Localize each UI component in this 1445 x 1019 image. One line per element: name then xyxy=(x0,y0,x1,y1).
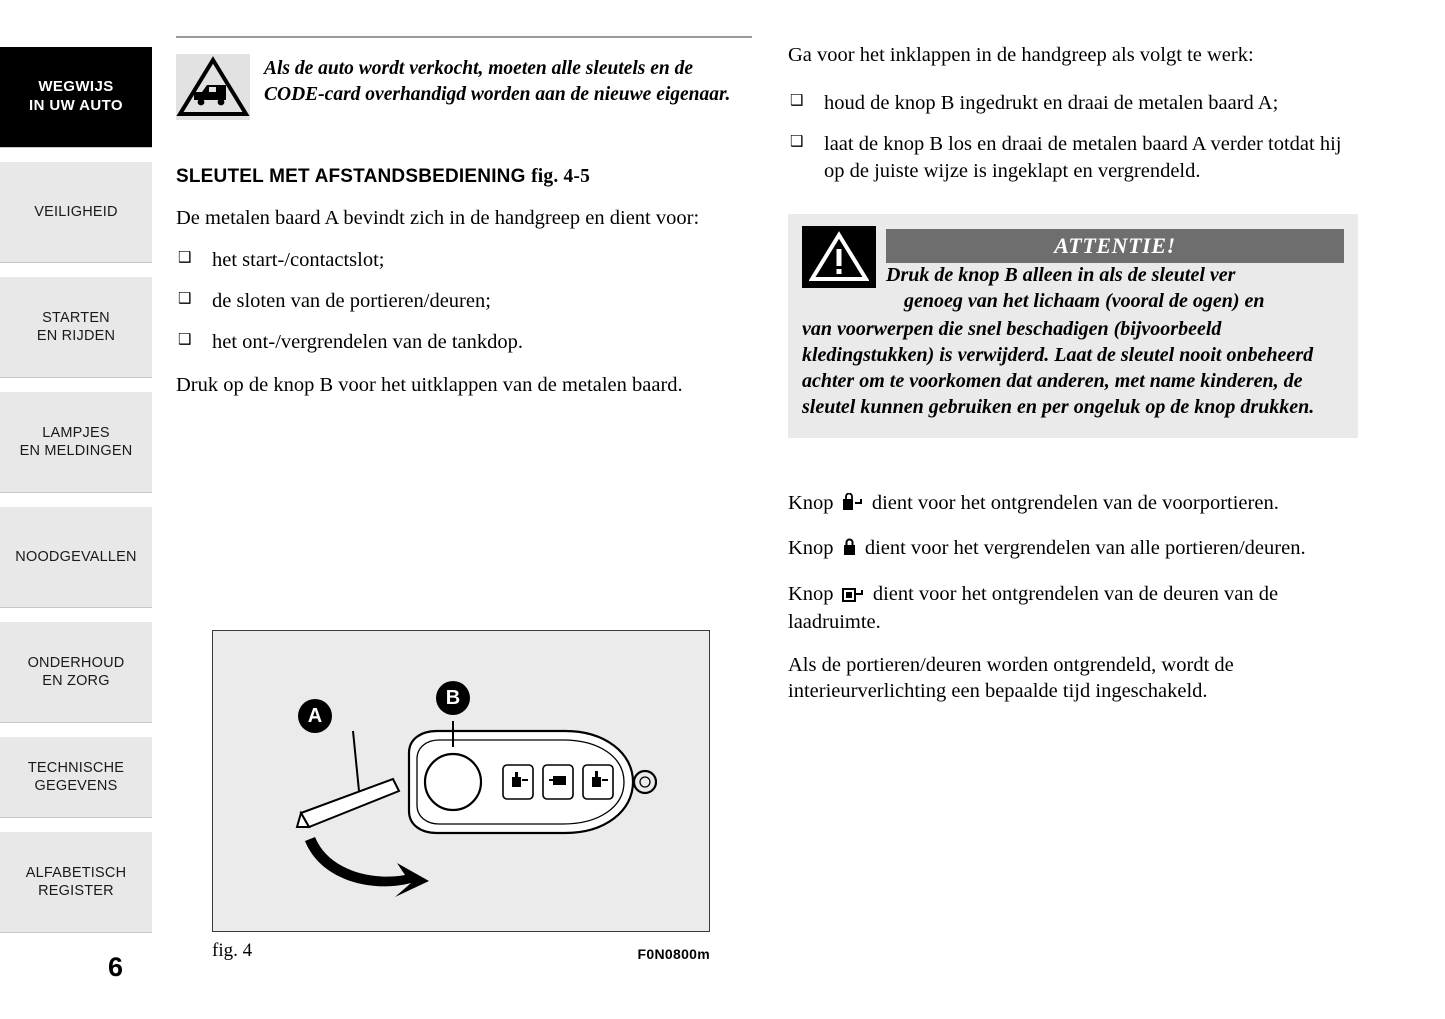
sidebar-item-onderhoud[interactable] xyxy=(0,621,152,723)
unlock-front-doors-icon xyxy=(842,492,864,518)
knop-label-3: Knop xyxy=(788,582,834,605)
knop-text-2: dient voor het vergrendelen van alle portieren/deuren. xyxy=(864,537,1306,560)
sidebar-item-label: LAMPJES EN MELDINGEN xyxy=(19,424,133,459)
left-column xyxy=(176,36,752,398)
attention-body: van voorwerpen die snel beschadigen (bijvoorbeeld kledingstukken) is verwijderd. Laat de sleutel nooit onbeheerd achter om te voorkomen dat anderen, met name kinderen, de sleutel kunnen gebruiken en per ongeluk op de knop drukken. xyxy=(802,318,1315,419)
page-number: 6 xyxy=(108,952,124,982)
list-item xyxy=(788,90,1358,117)
key-illustration xyxy=(213,631,710,932)
attention-title-bar xyxy=(886,229,1344,263)
sidebar-item-label: STARTEN EN RIJDEN xyxy=(36,309,116,344)
closing-paragraph: Als de portieren/deuren worden ontgrendeld, wordt de interieurverlichting een bepaalde tijd ingeschakeld. xyxy=(788,654,1234,703)
attention-box xyxy=(788,214,1358,438)
knop-paragraph-2 xyxy=(788,535,1358,563)
callout-b: B xyxy=(436,681,470,715)
right-column xyxy=(788,36,1358,705)
sidebar xyxy=(0,0,152,1019)
knop-paragraph-1 xyxy=(788,490,1358,518)
right-bullet-list xyxy=(788,90,1358,184)
sidebar-item-wegwijs[interactable] xyxy=(0,46,152,148)
bullet-icon: ❑ xyxy=(790,131,804,150)
list-item-label: laat de knop B los en draai de metalen baard A verder totdat hij op de juiste wijze is ingeklapt en vergrendeld. xyxy=(824,132,1342,182)
section-title-text: SLEUTEL MET AFSTANDSBEDIENING xyxy=(176,166,526,187)
sidebar-item-label: WEGWIJS IN UW AUTO xyxy=(29,78,123,114)
sidebar-item-technische[interactable] xyxy=(0,736,152,818)
bullet-icon: ❑ xyxy=(178,248,192,267)
attention-first-lines xyxy=(886,262,1344,314)
list-item-label: het ont-/vergrendelen van de tankdop. xyxy=(212,330,524,353)
bullet-icon: ❑ xyxy=(178,288,192,307)
note-sell-car xyxy=(176,54,752,120)
list-item-label: houd de knop B ingedrukt en draai de metalen baard A; xyxy=(824,92,1279,115)
sidebar-item-veiligheid[interactable] xyxy=(0,161,152,263)
list-item xyxy=(176,329,752,356)
sidebar-item-starten[interactable] xyxy=(0,276,152,378)
right-intro-paragraph: Ga voor het inklappen in de handgreep als volgt te werk: xyxy=(788,44,1254,66)
left-bullet-list xyxy=(176,247,752,355)
section-title-figref: fig. 4-5 xyxy=(531,166,591,187)
bullet-icon: ❑ xyxy=(790,91,804,110)
attention-line-2: genoeg van het lichaam (vooral de ogen) en xyxy=(904,290,1265,313)
knop-label-1: Knop xyxy=(788,492,834,515)
sidebar-item-lampjes[interactable] xyxy=(0,391,152,493)
note-text: Als de auto wordt verkocht, moeten alle sleutels en de CODE-card overhandigd worden aan de nieuwe eigenaar. xyxy=(264,58,731,105)
sidebar-item-noodgevallen[interactable] xyxy=(0,506,152,608)
figure-4 xyxy=(212,630,710,962)
sidebar-item-label: VEILIGHEID xyxy=(34,203,118,220)
figure-caption: fig. 4 xyxy=(212,940,253,961)
list-item xyxy=(176,247,752,274)
divider xyxy=(176,36,752,38)
section-title xyxy=(176,166,752,188)
sidebar-item-register[interactable] xyxy=(0,831,152,933)
list-item xyxy=(176,288,752,315)
attention-line-1: Druk de knop B alleen in als de sleutel ver xyxy=(886,264,1236,287)
figure-code: F0N0800m xyxy=(637,946,710,962)
lock-all-doors-icon xyxy=(842,537,857,563)
sidebar-item-label: ONDERHOUD EN ZORG xyxy=(27,654,125,689)
sidebar-item-label: NOODGEVALLEN xyxy=(15,548,137,565)
list-item xyxy=(788,131,1358,184)
warning-triangle-icon xyxy=(802,226,876,288)
list-item-label: het start-/contactslot; xyxy=(212,249,385,272)
unlock-cargo-doors-icon xyxy=(842,583,865,609)
knop-text-1: dient voor het ontgrendelen van de voorportieren. xyxy=(871,492,1279,515)
bullet-icon: ❑ xyxy=(178,329,192,348)
van-warning-icon xyxy=(176,54,250,120)
intro-paragraph: De metalen baard A bevindt zich in de handgreep en dient voor: xyxy=(176,207,700,229)
list-item-label: de sloten van de portieren/deuren; xyxy=(212,289,491,312)
knop-text-3: dient voor het ontgrendelen van de deuren van de laadruimte. xyxy=(788,582,1279,633)
after-bullets-paragraph: Druk op de knop B voor het uitklappen van de metalen baard. xyxy=(176,374,683,397)
callout-a: A xyxy=(298,699,332,733)
figure-image xyxy=(212,630,710,932)
attention-title: ATTENTIE! xyxy=(1054,233,1176,259)
knop-paragraph-3 xyxy=(788,581,1358,635)
sidebar-item-label: TECHNISCHE GEGEVENS xyxy=(27,759,125,794)
sidebar-item-label: ALFABETISCH REGISTER xyxy=(25,864,127,899)
knop-label-2: Knop xyxy=(788,537,834,560)
